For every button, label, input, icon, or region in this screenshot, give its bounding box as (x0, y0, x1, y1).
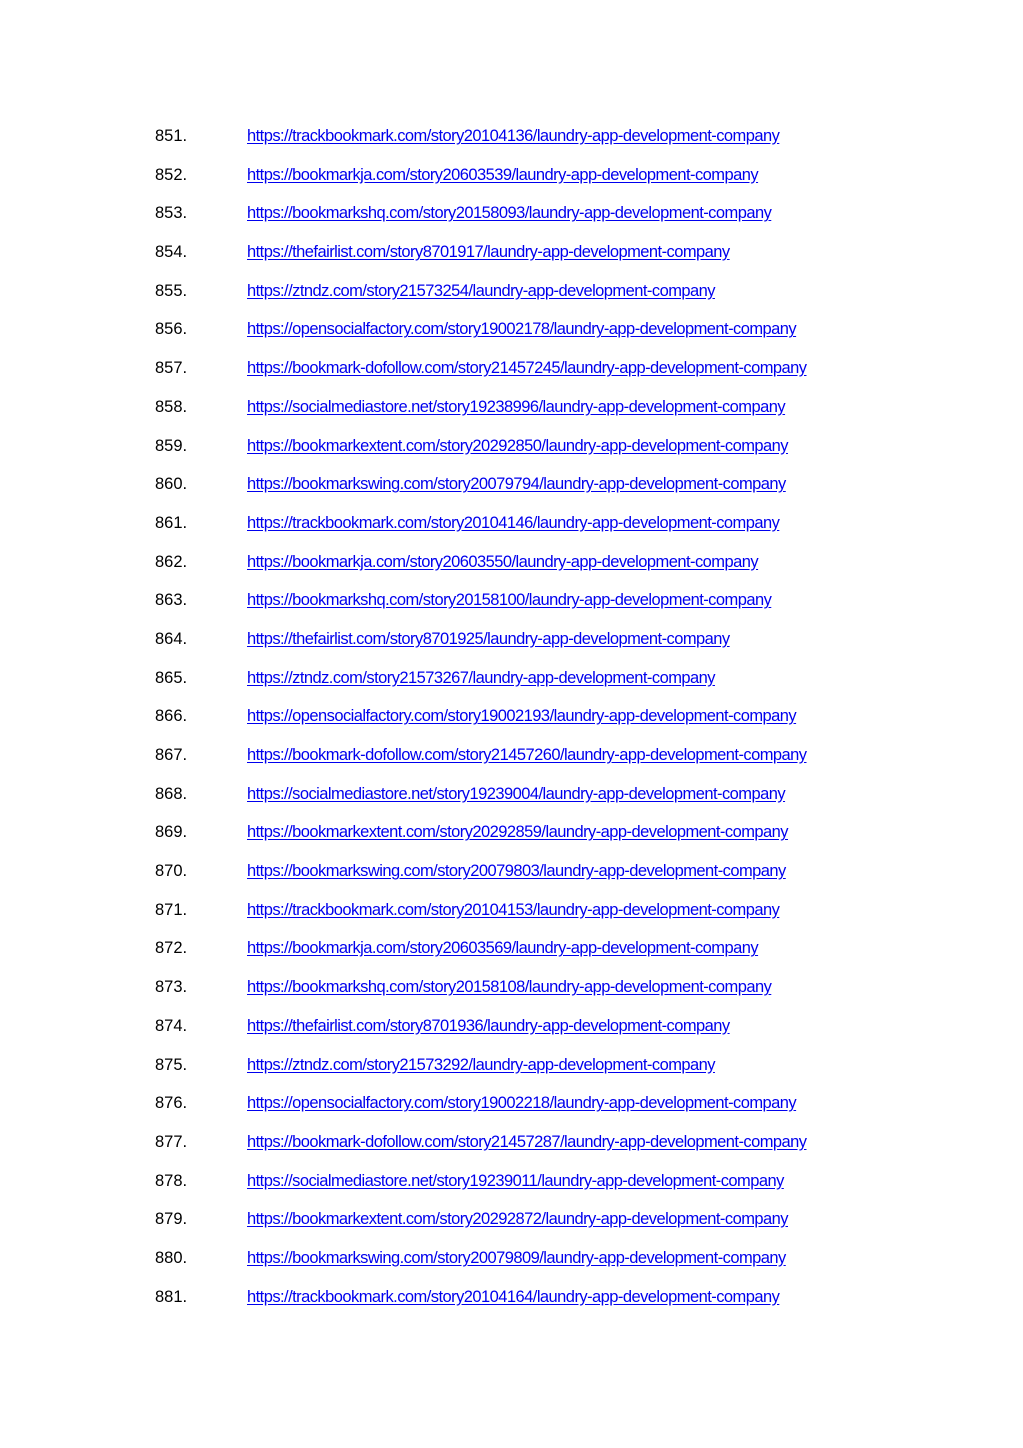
entry-link[interactable]: https://bookmarkja.com/story20603569/laundry-app-development-company (247, 939, 759, 958)
entry-number: 869. (155, 823, 188, 842)
entry-link[interactable]: https://bookmark-dofollow.com/story21457260/laundry-app-development-company (247, 746, 807, 764)
link-list (155, 124, 955, 1323)
list-item (155, 240, 955, 279)
entry-number: 879. (155, 1210, 188, 1229)
list-item (155, 279, 955, 318)
list-item (155, 975, 955, 1014)
list-item (155, 201, 955, 240)
entry-number: 864. (155, 629, 188, 648)
entry-link[interactable]: https://bookmarkswing.com/story20079809/laundry-app-development-company (247, 1248, 786, 1267)
entry-number: 855. (155, 281, 188, 300)
entry-link[interactable]: https://bookmarkswing.com/story20079803/laundry-app-development-company (247, 862, 786, 881)
list-item (155, 1285, 955, 1324)
entry-number: 865. (155, 668, 188, 687)
entry-number: 858. (155, 397, 188, 416)
entry-link[interactable]: https://ztndz.com/story21573254/laundry-app-development-company (247, 281, 715, 300)
entry-link[interactable]: https://ztndz.com/story21573292/laundry-app-development-company (247, 1055, 715, 1074)
entry-number: 876. (155, 1094, 188, 1113)
list-item (155, 704, 955, 743)
entry-number: 872. (155, 939, 188, 958)
entry-link[interactable]: https://socialmediastore.net/story19239011/laundry-app-development-company (247, 1171, 784, 1190)
list-item (155, 434, 955, 473)
list-item (155, 356, 955, 395)
entry-link[interactable]: https://bookmarkja.com/story20603539/laundry-app-development-company (247, 165, 759, 184)
entry-number: 877. (155, 1132, 188, 1151)
entry-number: 871. (155, 900, 188, 919)
entry-link[interactable]: https://bookmarkextent.com/story20292872/laundry-app-development-company (247, 1210, 788, 1229)
entry-link[interactable]: https://trackbookmark.com/story20104146/laundry-app-development-company (247, 513, 780, 532)
entry-number: 857. (155, 359, 188, 378)
list-item (155, 1014, 955, 1053)
list-item (155, 472, 955, 511)
entry-link[interactable]: https://opensocialfactory.com/story19002178/laundry-app-development-company (247, 320, 797, 339)
entry-link[interactable]: https://trackbookmark.com/story20104153/laundry-app-development-company (247, 900, 780, 919)
entry-number: 878. (155, 1171, 188, 1190)
entry-link[interactable]: https://ztndz.com/story21573267/laundry-app-development-company (247, 668, 715, 687)
list-item (155, 1246, 955, 1285)
entry-number: 874. (155, 1016, 188, 1035)
entry-link[interactable]: https://thefairlist.com/story8701917/laundry-app-development-company (247, 243, 730, 262)
entry-link[interactable]: https://bookmarkshq.com/story20158108/laundry-app-development-company (247, 978, 772, 997)
entry-link[interactable]: https://bookmarkshq.com/story20158093/laundry-app-development-company (247, 204, 772, 223)
list-item (155, 898, 955, 937)
entry-number: 852. (155, 165, 188, 184)
list-item (155, 317, 955, 356)
list-item (155, 1053, 955, 1092)
entry-number: 873. (155, 978, 188, 997)
entry-number: 870. (155, 862, 188, 881)
list-item (155, 124, 955, 163)
list-item (155, 820, 955, 859)
entry-link[interactable]: https://opensocialfactory.com/story19002193/laundry-app-development-company (247, 707, 797, 726)
entry-number: 875. (155, 1055, 188, 1074)
entry-number: 868. (155, 784, 188, 803)
entry-number: 862. (155, 552, 188, 571)
entry-link[interactable]: https://opensocialfactory.com/story19002218/laundry-app-development-company (247, 1094, 797, 1113)
entry-number: 853. (155, 204, 188, 223)
list-item (155, 1091, 955, 1130)
list-item (155, 743, 955, 782)
list-item (155, 511, 955, 550)
entry-link[interactable]: https://bookmark-dofollow.com/story21457287/laundry-app-development-company (247, 1132, 807, 1151)
list-item (155, 627, 955, 666)
list-item (155, 163, 955, 202)
list-item (155, 1169, 955, 1208)
list-item (155, 1207, 955, 1246)
entry-link[interactable]: https://trackbookmark.com/story20104136/laundry-app-development-company (247, 127, 780, 145)
entry-number: 881. (155, 1287, 188, 1306)
list-item (155, 588, 955, 627)
entry-link[interactable]: https://trackbookmark.com/story20104164/laundry-app-development-company (247, 1287, 780, 1306)
entry-link[interactable]: https://thefairlist.com/story8701936/laundry-app-development-company (247, 1016, 730, 1035)
entry-link[interactable]: https://bookmarkextent.com/story20292859/laundry-app-development-company (247, 823, 788, 842)
entry-number: 851. (155, 127, 188, 145)
entry-number: 863. (155, 591, 188, 610)
list-item (155, 936, 955, 975)
list-item (155, 395, 955, 434)
list-item (155, 1130, 955, 1169)
entry-number: 861. (155, 513, 188, 532)
entry-link[interactable]: https://bookmarkshq.com/story20158100/laundry-app-development-company (247, 591, 772, 610)
list-item (155, 666, 955, 705)
entry-number: 859. (155, 436, 188, 455)
entry-link[interactable]: https://socialmediastore.net/story19239004/laundry-app-development-company (247, 784, 786, 803)
entry-link[interactable]: https://socialmediastore.net/story19238996/laundry-app-development-company (247, 397, 786, 416)
entry-number: 866. (155, 707, 188, 726)
entry-link[interactable]: https://bookmarkextent.com/story20292850/laundry-app-development-company (247, 436, 788, 455)
entry-number: 856. (155, 320, 188, 339)
entry-link[interactable]: https://bookmark-dofollow.com/story21457245/laundry-app-development-company (247, 359, 807, 378)
entry-link[interactable]: https://bookmarkja.com/story20603550/laundry-app-development-company (247, 552, 759, 571)
entry-number: 854. (155, 243, 188, 262)
entry-number: 880. (155, 1248, 188, 1267)
list-item (155, 859, 955, 898)
list-item (155, 550, 955, 589)
entry-number: 867. (155, 746, 188, 764)
entry-link[interactable]: https://bookmarkswing.com/story20079794/laundry-app-development-company (247, 475, 786, 494)
entry-number: 860. (155, 475, 188, 494)
list-item (155, 782, 955, 821)
entry-link[interactable]: https://thefairlist.com/story8701925/laundry-app-development-company (247, 629, 730, 648)
